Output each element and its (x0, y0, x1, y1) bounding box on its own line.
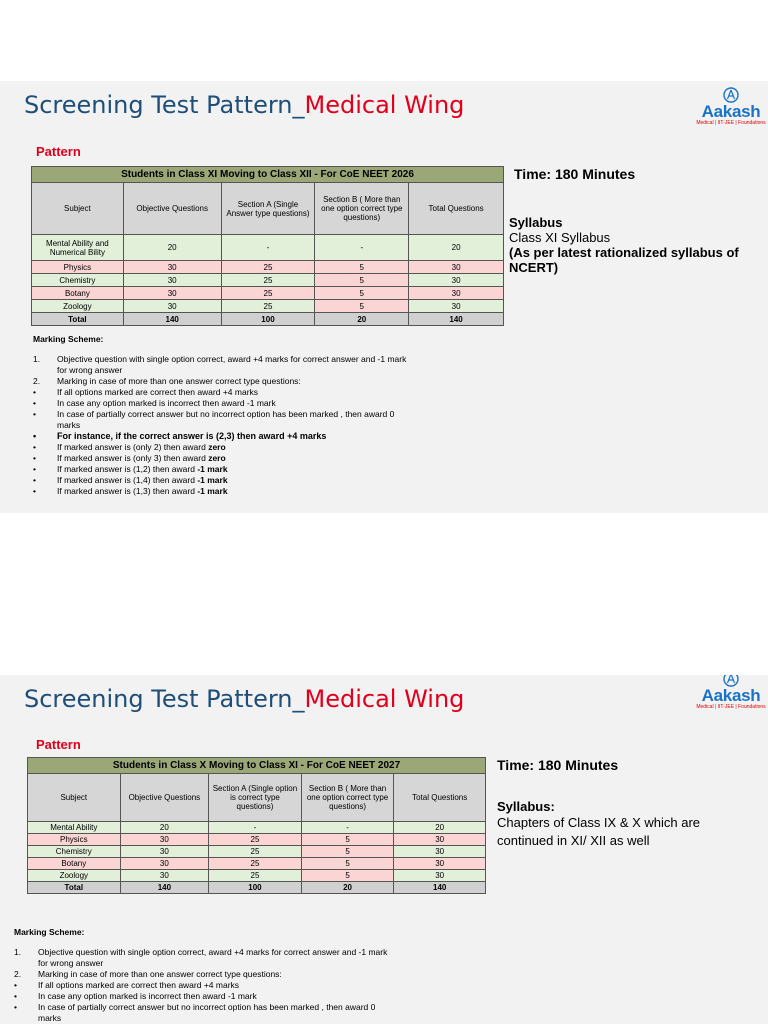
table-cell: 30 (120, 858, 209, 870)
list-bullet: • (33, 442, 36, 452)
title-main: Screening Test Pattern_ (24, 91, 305, 119)
marking-item (33, 464, 418, 475)
marking-emphasis: -1 mark (197, 486, 228, 496)
marking-text: If marked answer is (only 2) then award (57, 442, 209, 452)
marking-item (33, 387, 418, 398)
logo-tagline: Medical | IIT-JEE | Foundations (696, 704, 766, 710)
table-cell: Physics (28, 834, 121, 846)
marking-emphasis: -1 mark (197, 475, 228, 485)
table-cell: Zoology (32, 300, 124, 313)
table-cell: 30 (394, 846, 486, 858)
header-cell: Section B ( More than one option correct type questions) (315, 183, 409, 235)
marking-text: In case any option marked is incorrect then award -1 mark (57, 398, 276, 408)
header-cell: Objective Questions (120, 774, 209, 822)
table-row (32, 261, 504, 274)
marking-text: If marked answer is (only 3) then award (57, 453, 209, 463)
marking-text: Marking in case of more than one answer correct type questions: (57, 376, 301, 386)
marking-item (33, 409, 418, 431)
table-row (28, 870, 486, 882)
pattern-label: Pattern (36, 144, 81, 159)
table-cell: 30 (394, 834, 486, 846)
slide-2 (0, 675, 768, 1024)
total-row (32, 313, 504, 326)
marking-item (14, 969, 399, 980)
table-cell: - (209, 822, 302, 834)
table-cell: 5 (315, 300, 409, 313)
table-row (28, 822, 486, 834)
test-duration: Time: 180 Minutes (514, 166, 636, 182)
marking-heading: Marking Scheme: (14, 927, 85, 937)
table-cell: Mental Ability and Numerical Bility (32, 235, 124, 261)
table-cell: Chemistry (32, 274, 124, 287)
marking-text: Objective question with single option correct, award +4 marks for correct answer and -1 mark for wrong answer (57, 354, 407, 375)
title-main: Screening Test Pattern_ (24, 685, 305, 713)
list-bullet: • (33, 464, 36, 474)
table-cell: 25 (221, 300, 315, 313)
header-cell: Section A (Single option is correct type questions) (209, 774, 302, 822)
syllabus-heading: Syllabus: (497, 799, 555, 814)
table-cell: 25 (209, 870, 302, 882)
table-cell: Chemistry (28, 846, 121, 858)
aakash-emblem-icon (723, 87, 739, 103)
marking-scheme (33, 334, 418, 497)
table-cell: 5 (315, 261, 409, 274)
list-bullet: • (33, 387, 36, 397)
marking-item (33, 486, 418, 497)
table-cell: - (221, 235, 315, 261)
marking-item (33, 475, 418, 486)
marking-emphasis: zero (208, 453, 226, 463)
info-panel (497, 757, 747, 850)
table-cell: 25 (209, 834, 302, 846)
table-cell: 30 (123, 274, 221, 287)
slide-title (24, 91, 464, 119)
list-bullet: • (33, 409, 36, 419)
title-highlight: Medical Wing (304, 685, 465, 713)
aakash-logo (694, 87, 768, 126)
table-cell: 5 (315, 274, 409, 287)
table-cell: 140 (123, 313, 221, 326)
marking-text: If all options marked are correct then award +4 marks (38, 980, 240, 990)
list-bullet: • (33, 431, 37, 441)
total-row (28, 882, 486, 894)
table-cell: 30 (123, 300, 221, 313)
marking-text: If all options marked are correct then award +4 marks (57, 387, 259, 397)
table-cell: 5 (301, 834, 394, 846)
list-bullet: • (14, 1002, 17, 1012)
marking-scheme (14, 927, 399, 1024)
logo-brand: Aakash (701, 686, 761, 705)
slide-title (24, 685, 464, 713)
marking-text: In case of partially correct answer but no incorrect option has been marked , then award 0 marks (57, 409, 395, 430)
table-cell: 20 (394, 822, 486, 834)
table-cell: 30 (409, 287, 504, 300)
table-cell: 5 (301, 858, 394, 870)
marking-item (33, 442, 418, 453)
table-cell: Botany (32, 287, 124, 300)
marking-item (33, 398, 418, 409)
table-cell: 30 (123, 287, 221, 300)
marking-item (33, 431, 418, 442)
table-cell: 30 (394, 870, 486, 882)
marking-text: For instance, if the correct answer is (2,3) then award +4 marks (57, 431, 327, 441)
table-cell: Total (28, 882, 121, 894)
test-duration: Time: 180 Minutes (497, 757, 619, 773)
marking-text: In case of partially correct answer but no incorrect option has been marked , then award 0 marks (38, 1002, 376, 1023)
marking-text: If marked answer is (1,2) then award (57, 464, 198, 474)
header-cell: Total Questions (394, 774, 486, 822)
table-cell: 100 (221, 313, 315, 326)
list-bullet: 2. (33, 376, 41, 386)
marking-heading: Marking Scheme: (33, 334, 104, 344)
marking-item (33, 376, 418, 387)
table-row (28, 846, 486, 858)
table-cell: 140 (394, 882, 486, 894)
marking-emphasis: zero (208, 442, 226, 452)
table-cell: 25 (221, 274, 315, 287)
info-panel (509, 166, 759, 275)
table-cell: 5 (315, 287, 409, 300)
list-bullet: • (14, 980, 17, 990)
table-cell: Botany (28, 858, 121, 870)
table-cell: 25 (209, 846, 302, 858)
marking-emphasis: -1 mark (197, 464, 228, 474)
title-highlight: Medical Wing (304, 91, 465, 119)
syllabus-note: (As per latest rationalized syllabus of NCERT) (509, 245, 739, 275)
pattern-table (31, 166, 504, 326)
marking-item (14, 991, 399, 1002)
table-cell: Physics (32, 261, 124, 274)
marking-text: Objective question with single option correct, award +4 marks for correct answer and -1 mark for wrong answer (38, 947, 388, 968)
list-bullet: • (33, 486, 36, 496)
table-cell: Total (32, 313, 124, 326)
table-cell: 30 (120, 846, 209, 858)
table-cell: 20 (409, 235, 504, 261)
table-row (28, 834, 486, 846)
table-cell: 25 (221, 261, 315, 274)
table-cell: 20 (120, 822, 209, 834)
table-row (32, 300, 504, 313)
table-row (32, 235, 504, 261)
header-cell: Total Questions (409, 183, 504, 235)
table-row (32, 287, 504, 300)
table-row (32, 274, 504, 287)
table-cell: 20 (301, 882, 394, 894)
header-cell: Subject (28, 774, 121, 822)
table-caption: Students in Class X Moving to Class XI - For CoE NEET 2027 (28, 758, 486, 774)
table-cell: 25 (221, 287, 315, 300)
logo-tagline: Medical | IIT-JEE | Foundations (696, 120, 766, 126)
table-cell: 30 (409, 300, 504, 313)
header-cell: Section B ( More than one option correct type questions) (301, 774, 394, 822)
list-bullet: • (14, 991, 17, 1001)
header-cell: Objective Questions (123, 183, 221, 235)
aakash-logo (694, 675, 768, 710)
table-row (28, 858, 486, 870)
marking-text: If marked answer is (1,4) then award (57, 475, 198, 485)
table-cell: 30 (120, 870, 209, 882)
syllabus-text: Chapters of Class IX & X which are continued in XI/ XII as well (497, 815, 701, 848)
header-cell: Section A (Single Answer type questions) (221, 183, 315, 235)
list-bullet: • (33, 453, 36, 463)
table-cell: - (315, 235, 409, 261)
list-bullet: 2. (14, 969, 22, 979)
table-cell: 5 (301, 846, 394, 858)
table-cell: Mental Ability (28, 822, 121, 834)
table-cell: 20 (315, 313, 409, 326)
syllabus-text: Class XI Syllabus (509, 230, 611, 245)
marking-item (14, 947, 399, 969)
header-cell: Subject (32, 183, 124, 235)
slide-1 (0, 81, 768, 513)
table-cell: 140 (120, 882, 209, 894)
table-cell: 5 (301, 870, 394, 882)
logo-brand: Aakash (701, 102, 761, 121)
marking-item (14, 1002, 399, 1024)
marking-list (33, 354, 418, 497)
table-cell: 100 (209, 882, 302, 894)
table-cell: 30 (123, 261, 221, 274)
marking-text: In case any option marked is incorrect then award -1 mark (38, 991, 257, 1001)
marking-text: Marking in case of more than one answer correct type questions: (38, 969, 282, 979)
table-cell: Zoology (28, 870, 121, 882)
table-caption: Students in Class XI Moving to Class XII - For CoE NEET 2026 (32, 167, 504, 183)
list-bullet: • (33, 475, 36, 485)
marking-text: If marked answer is (1,3) then award (57, 486, 198, 496)
table-cell: 30 (409, 274, 504, 287)
table-cell: 30 (394, 858, 486, 870)
table-cell: 30 (120, 834, 209, 846)
marking-item (14, 980, 399, 991)
table-cell: 25 (209, 858, 302, 870)
list-bullet: 1. (14, 947, 22, 957)
list-bullet: 1. (33, 354, 41, 364)
pattern-table (27, 757, 486, 894)
table-cell: - (301, 822, 394, 834)
marking-list (14, 947, 399, 1024)
list-bullet: • (33, 398, 36, 408)
marking-item (33, 453, 418, 464)
syllabus-heading: Syllabus (509, 215, 563, 230)
marking-item (33, 354, 418, 376)
table-cell: 20 (123, 235, 221, 261)
table-cell: 140 (409, 313, 504, 326)
table-cell: 30 (409, 261, 504, 274)
pattern-label: Pattern (36, 737, 81, 752)
